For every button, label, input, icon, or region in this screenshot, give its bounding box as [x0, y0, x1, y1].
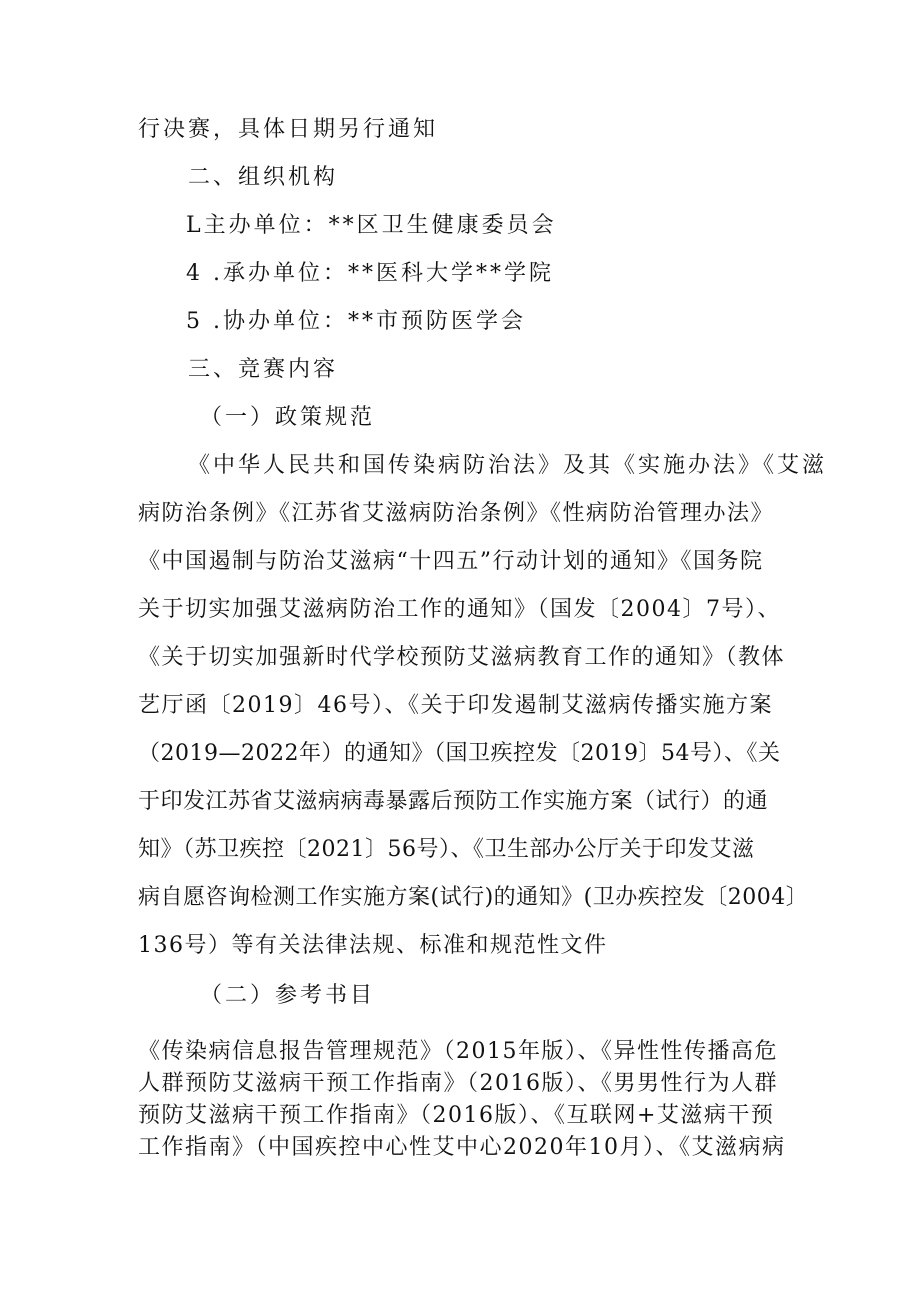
subsection-heading-references: （二）参考书目: [200, 983, 376, 1008]
paragraph-references-line: 《传染病信息报告管理规范》（2015年版）、《异性性传播高危: [138, 1039, 778, 1064]
text-line-1: 行决赛，具体日期另行通知: [138, 117, 439, 142]
paragraph-policy-line: 关于切实加强艾滋病防治工作的通知》（国发〔2004〕7号）、: [138, 597, 781, 622]
paragraph-policy-line: 《中国遏制与防治艾滋病“十四五”行动计划的通知》《国务院: [138, 549, 764, 574]
list-item-host: L主办单位：**区卫生健康委员会: [186, 213, 557, 238]
paragraph-policy-line: 病自愿咨询检测工作实施方案(试行)的通知》(卫办疾控发〔2004〕: [138, 885, 809, 910]
paragraph-policy-line: 病防治条例》《江苏省艾滋病防治条例》《性病防治管理办法》: [138, 501, 775, 526]
paragraph-policy-line: 《关于切实加强新时代学校预防艾滋病教育工作的通知》（教体: [138, 645, 786, 670]
paragraph-policy-line: 艺厅函〔2019〕46号）、《关于印发遏制艾滋病传播实施方案: [138, 693, 773, 718]
paragraph-policy-line: （2019—2022年）的通知》（国卫疾控发〔2019〕54号）、《关: [138, 741, 781, 766]
list-item-co-organizer: 5 .协办单位：**市预防医学会: [186, 309, 526, 334]
paragraph-policy-line: 知》（苏卫疾控〔2021〕56号）、《卫生部办公厅关于印发艾滋: [138, 837, 755, 862]
paragraph-policy-line: 于印发江苏省艾滋病病毒暴露后预防工作实施方案（试行）的通: [138, 789, 769, 814]
paragraph-policy-line: 《中华人民共和国传染病防治法》及其《实施办法》《艾滋: [188, 453, 828, 478]
subsection-heading-policy: （一）政策规范: [200, 405, 376, 430]
section-heading-content: 三、竞赛内容: [188, 357, 339, 382]
paragraph-references-line: 预防艾滋病干预工作指南》（2016版）、《互联网+艾滋病干预: [138, 1103, 775, 1128]
paragraph-references-line: 工作指南》（中国疾控中心性艾中心2020年10月）、《艾滋病病: [138, 1135, 786, 1160]
section-heading-organization: 二、组织机构: [188, 165, 339, 190]
paragraph-references-line: 人群预防艾滋病干预工作指南》（2016版）、《男男性行为人群: [138, 1071, 778, 1096]
paragraph-policy-line: 136号）等有关法律法规、标准和规范性文件: [138, 933, 608, 958]
list-item-organizer: 4 .承办单位：**医科大学**学院: [186, 261, 554, 286]
